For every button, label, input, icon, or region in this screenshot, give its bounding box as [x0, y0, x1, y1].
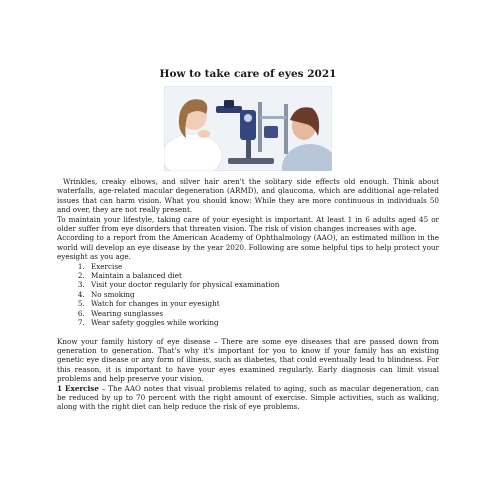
- eye-exam-photo: [164, 86, 332, 171]
- lifestyle-paragraph: To maintain your lifestyle, taking care of your eyesight is important. At least 1 in 6 adults aged 45 or older suffer from eye disorders that threaten vision. The risk of vision changes increases with age.: [57, 214, 439, 234]
- list-item: 6. Wearing sunglasses: [87, 309, 439, 318]
- intro-paragraph: Wrinkles, creaky elbows, and silver hair aren't the solitary side effects old enough. Think about waterfalls, age-related macular degeneration (ARMD), and glaucoma, which are additional age-related issues that can harm vision. What you should know: While they are more continuous in individuals 50 and over, they are not really present.: [57, 177, 439, 215]
- list-item: 2. Maintain a balanced diet: [87, 271, 439, 280]
- tips-list: [57, 262, 439, 328]
- list-item: 4. No smoking: [87, 290, 439, 299]
- list-item: 3. Visit your doctor regularly for physical examination: [87, 280, 439, 289]
- spacer: [57, 328, 439, 337]
- exercise-paragraph: [57, 384, 439, 412]
- aao-paragraph: According to a report from the American Academy of Ophthalmology (AAO), an estimated million in the world will develop an eye disease by the year 2020. Following are some helpful tips to help protect your eyesight as you age.: [57, 233, 439, 262]
- document-page: [57, 68, 439, 412]
- list-item: 7. Wear safety goggles while working: [87, 318, 439, 327]
- family-history-paragraph: Know your family history of eye disease – There are some eye diseases that are passed down from generation to generation. That's why it's important for you to know if your family has an existing genetic eye disease or any form of illness, such as diabetes, that could eventually lead to blindness. For this reason, it is important to have your eyes examined regularly. Early diagnosis can limit visual problems and help preserve your vision.: [57, 336, 439, 384]
- list-item: 1. Exercise: [87, 262, 439, 271]
- exercise-text: – The AAO notes that visual problems related to aging, such as macular degeneration, can be reduced by up to 70 percent with the right amount of exercise. Simple activities, such as walking, along with the right diet can help reduce the risk of eye problems.: [57, 383, 440, 412]
- list-item: 5. Watch for changes in your eyesight: [87, 299, 439, 308]
- document-title: How to take care of eyes 2021: [159, 68, 337, 80]
- exercise-heading: 1 Exercise: [57, 383, 99, 393]
